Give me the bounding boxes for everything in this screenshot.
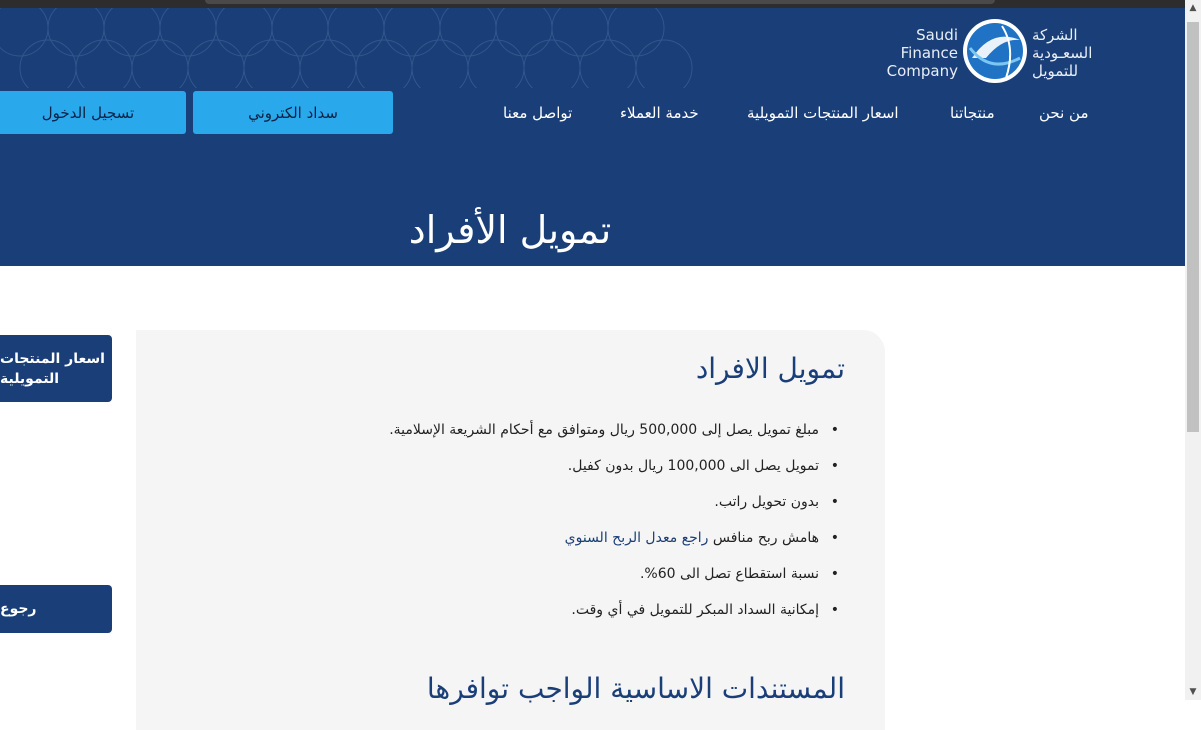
list-item: • بدون تحويل راتب. [389, 488, 819, 524]
features-list [389, 416, 839, 632]
nav-item-customer-service[interactable]: خدمة العملاء [620, 104, 699, 122]
site-header [0, 8, 1185, 266]
margin-text: هامش ربح منافس [712, 530, 819, 546]
product-prices-button-label: اسعار المنتجات التمويلية [0, 350, 105, 387]
back-button-label: رجوع [0, 601, 37, 617]
list-item-margin [389, 524, 819, 560]
company-logo[interactable] [880, 14, 1120, 90]
product-prices-button[interactable] [0, 335, 112, 402]
scroll-down-icon[interactable]: ▼ [1189, 687, 1197, 697]
header-pattern [0, 8, 700, 88]
nav-item-contact[interactable]: تواصل معنا [503, 104, 573, 122]
nav-item-about[interactable]: من نحن [1039, 104, 1089, 122]
required-documents-heading: المستندات الاساسية الواجب توافرها [426, 672, 845, 705]
card-heading: تمويل الافراد [695, 352, 845, 385]
logo-english-text: Saudi Finance Company [886, 26, 958, 80]
nav-item-products[interactable]: منتجاتنا [950, 104, 995, 122]
page-title: تمويل الأفراد [408, 208, 612, 252]
list-item: • تمويل يصل الى 100,000 ريال بدون كفيل. [389, 452, 819, 488]
login-button[interactable]: تسجيل الدخول [0, 91, 186, 134]
page-scrollbar[interactable] [1185, 0, 1201, 700]
scroll-up-icon[interactable]: ▲ [1189, 3, 1197, 13]
scrollbar-thumb[interactable] [1187, 22, 1199, 432]
nav-item-product-prices[interactable]: اسعار المنتجات التمويلية [747, 104, 899, 122]
product-details-card [136, 330, 885, 730]
list-item: • إمكانية السداد المبكر للتمويل في أي وقت. [389, 596, 819, 632]
browser-top-strip [0, 0, 1185, 8]
browser-tab-strip [205, 0, 995, 4]
e-payment-button[interactable]: سداد الكتروني [193, 91, 393, 134]
list-item: • نسبة استقطاع تصل الى 60%. [389, 560, 819, 596]
back-button[interactable] [0, 585, 112, 633]
logo-globe-icon [962, 18, 1028, 84]
logo-arabic-text: الشركة السعـودية للتمويل [1032, 26, 1093, 80]
list-item: • مبلغ تمويل يصل إلى 500,000 ريال ومتوافق مع أحكام الشريعة الإسلامية. [389, 416, 819, 452]
annual-rate-link[interactable]: راجع معدل الربح السنوي [564, 530, 709, 546]
